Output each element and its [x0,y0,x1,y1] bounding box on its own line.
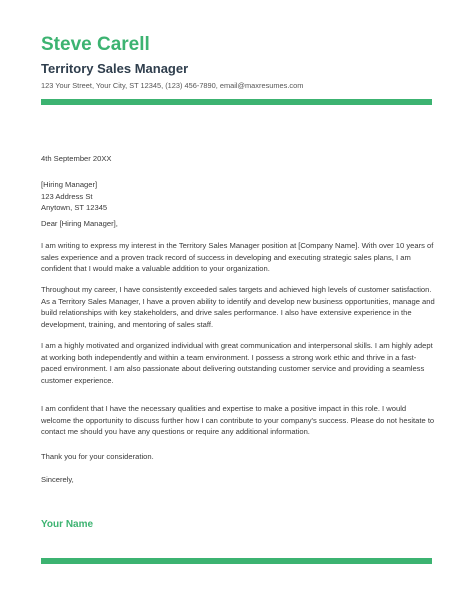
recipient-address [41,179,436,214]
recipient-street: 123 Address St [41,191,93,201]
paragraph-3: I am a highly motivated and organized individual with great communication and interpersonal skills. I am highly adept at working both independently and within a team environment. I possess a strong work ethic and thrive in a fast- paced environment. I am also passionate about delivering outstanding customer service and providing a seamless customer experience. [41,341,433,385]
contact-info: 123 Your Street, Your City, ST 12345, (123) 456-7890, email@maxresumes.com [41,81,304,90]
letter-date: 4th September 20XX [41,154,112,163]
footer-divider [41,558,432,564]
job-title: Territory Sales Manager [41,61,189,76]
paragraph-4: I am confident that I have the necessary qualities and expertise to make a positive impact in this role. I would welcome the opportunity to discuss further how I can contribute to your company's success. Please do not hesitate to contact me should you have any questions or require any additional information. [41,404,435,437]
salutation: Dear [Hiring Manager], [41,219,118,228]
recipient-city: Anytown, ST 12345 [41,203,108,213]
paragraph-2: Throughout my career, I have consistently exceeded sales targets and achieved high levels of customer satisfaction. As a Territory Sales Manager, I have a proven ability to identify and develop new business opportunities, manage and build relationships with key stakeholders, and drive sales performance. I also have extensive experience in the development, training, and mentoring of sales staff. [41,285,435,329]
recipient-name: [Hiring Manager] [41,180,98,189]
thanks-line: Thank you for your consideration. [41,452,154,461]
applicant-name: Steve Carell [41,34,150,55]
signature-name: Your Name [41,519,94,530]
closing-line: Sincerely, [41,475,74,484]
paragraph-1: I am writing to express my interest in the Territory Sales Manager position at [Company Name]. With over 10 years of sales experience and a proven track record of success in developing and executing strategic sales plans, I am confident that I would make a valuable addition to your organization. [41,241,434,274]
header-divider [41,99,432,105]
